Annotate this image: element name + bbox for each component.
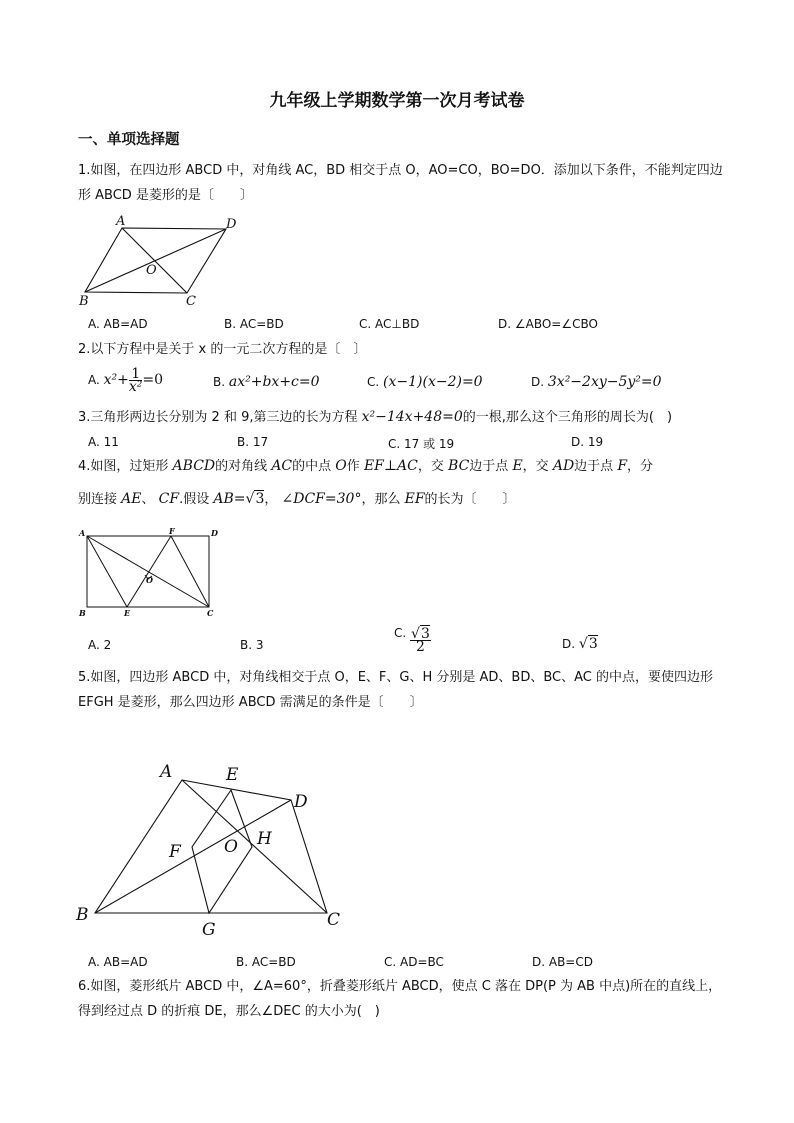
- q3-equation: x²−14x+48=0: [361, 409, 463, 425]
- q5-figure: [72, 758, 352, 940]
- q6-stem-line1: 6.如图，菱形纸片 ABCD 中，∠A=60°，折叠菱形纸片 ABCD，使点 C 落在 DP(P 为 AB 中点)所在的直线上，: [78, 979, 722, 994]
- q5-option-b[interactable]: B. AC=BD: [236, 955, 296, 969]
- q4-text-2: 的对角线: [215, 459, 268, 474]
- q4-text-1: 4.如图，过矩形: [78, 459, 169, 474]
- q4-math-abcd: ABCD: [172, 458, 216, 474]
- q2-option-b-formula: ax²+bx+c=0: [228, 374, 320, 390]
- q1-label-b: B: [79, 294, 89, 308]
- q2-option-a-numerator: 1: [129, 368, 143, 381]
- q5-label-f: F: [169, 842, 181, 862]
- q4-math-ae: AE: [121, 491, 142, 507]
- q4-label-d: D: [211, 528, 218, 538]
- q4-option-c[interactable]: [394, 626, 431, 653]
- q4-option-a[interactable]: A. 2: [88, 638, 112, 652]
- q4-text-12: .假设: [179, 492, 210, 507]
- q4-option-d-sqrt3: 3: [588, 636, 598, 652]
- q4-option-c-fraction: [410, 628, 431, 653]
- q2-option-b[interactable]: [213, 374, 320, 390]
- q5-stem-line1: 5.如图，四边形 ABCD 中，对角线相交于点 O，E、F、G、H 分别是 AD、BD、BC、AC 的中点，要使四边形: [78, 670, 713, 685]
- q4-label-b: B: [79, 608, 86, 618]
- q1-option-a[interactable]: A. AB=AD: [88, 317, 148, 331]
- q2-option-b-letter: B.: [213, 375, 226, 389]
- q2-option-a-denominator: x²: [128, 379, 143, 395]
- q2-option-c-formula: (x−1)(x−2)=0: [383, 374, 483, 390]
- q5-label-h: H: [257, 829, 272, 849]
- q2-option-a[interactable]: [88, 368, 163, 393]
- q4-stem-line1: [78, 453, 653, 480]
- q4-option-d[interactable]: [562, 636, 598, 652]
- q2-option-c[interactable]: [367, 374, 483, 390]
- q1-stem-line1: 1.如图，在四边形 ABCD 中，对角线 AC，BD 相交于点 O，AO=CO，BO=DO．添加以下条件，不能判定四边: [78, 163, 723, 178]
- q2-option-c-letter: C.: [367, 375, 380, 389]
- q5-label-d: D: [294, 792, 308, 812]
- q4-math-e: E: [512, 458, 523, 474]
- q4-text-10: 别连接: [78, 492, 118, 507]
- q4-text-7: ，交: [522, 459, 549, 474]
- q4-text-3: 的中点: [292, 459, 332, 474]
- q4-math-sqrt3: 3: [255, 491, 265, 507]
- q4-label-f: F: [169, 526, 175, 536]
- q4-text-4: 作: [346, 459, 360, 474]
- q4-figure: [74, 526, 224, 620]
- q1-label-a: A: [116, 214, 126, 229]
- q4-text-8: 边于点: [574, 459, 614, 474]
- q4-option-d-letter: D.: [562, 637, 576, 651]
- q4-math-bc: BC: [448, 458, 470, 474]
- q1-figure: [76, 212, 246, 308]
- q3-option-c[interactable]: C. 17 或 19: [388, 437, 455, 451]
- q5-option-d[interactable]: D. AB=CD: [532, 955, 593, 969]
- q3-option-a[interactable]: A. 11: [88, 435, 119, 449]
- q4-math-cf: CF: [158, 491, 180, 507]
- q3-stem: [78, 404, 672, 431]
- q5-stem-line2: EFGH 是菱形，那么四边形 ABCD 需满足的条件是〔 〕: [78, 695, 423, 710]
- q2-option-a-formula: x²+: [103, 372, 129, 388]
- q1-option-d[interactable]: D. ∠ABO=∠CBO: [498, 317, 598, 331]
- q4-math-ad: AD: [552, 458, 575, 474]
- q4-math-ac: AC: [271, 458, 293, 474]
- q4-math-f: F: [617, 458, 628, 474]
- q4-text-11: 、: [141, 492, 155, 507]
- q1-label-o: O: [146, 263, 157, 278]
- q1-label-d: D: [226, 217, 237, 232]
- q3-option-d[interactable]: D. 19: [571, 435, 604, 449]
- q2-stem: 2.以下方程中是关于 x 的一元二次方程的是〔 〕: [78, 342, 367, 357]
- q2-option-a-letter: A.: [88, 373, 100, 387]
- q4-text-13: ，: [264, 492, 278, 507]
- q5-label-e: E: [226, 765, 239, 785]
- q4-label-c: C: [207, 608, 214, 618]
- q4-math-ef: EF: [404, 491, 425, 507]
- q4-text-15: 的长为〔 〕: [424, 492, 516, 507]
- q3-stem-pre: 3.三角形两边长分别为 2 和 9,第三边的长为方程: [78, 410, 358, 425]
- q5-option-a[interactable]: A. AB=AD: [88, 955, 148, 969]
- q4-label-a: A: [79, 528, 86, 538]
- q4-math-ef-perp-ac: EF⊥AC: [363, 458, 418, 474]
- q4-math-o: O: [335, 458, 347, 474]
- q4-label-o: O: [146, 575, 153, 585]
- q5-label-a: A: [160, 762, 173, 782]
- q1-option-c[interactable]: C. AC⊥BD: [359, 317, 420, 331]
- q6-stem-line2: 得到经过点 D 的折痕 DE，那么∠DEC 的大小为( ): [78, 1004, 380, 1019]
- q5-label-c: C: [327, 910, 341, 930]
- q4-option-d-sqrt-sign: √: [578, 636, 588, 652]
- q2-option-a-tail: =0: [142, 372, 164, 388]
- q1-label-c: C: [186, 294, 196, 308]
- q4-option-c-sqrt-sign: √: [411, 626, 420, 642]
- q5-option-c[interactable]: C. AD=BC: [384, 955, 444, 969]
- q1-option-b[interactable]: B. AC=BD: [224, 317, 284, 331]
- q4-label-e: E: [124, 608, 131, 618]
- q4-option-c-sqrt3: 3: [420, 626, 430, 642]
- q4-math-angle-dcf: ∠DCF=30°: [281, 491, 362, 507]
- q5-label-o: O: [224, 837, 238, 857]
- q4-text-9: ，分: [627, 459, 654, 474]
- q4-text-6: 边于点: [469, 459, 509, 474]
- q4-option-c-denominator: 2: [415, 639, 425, 655]
- q2-option-d-formula: 3x²−2xy−5y²=0: [547, 374, 662, 390]
- q4-sqrt-sign: √: [245, 491, 255, 507]
- q2-option-d[interactable]: [531, 374, 662, 390]
- q4-math-ab-eq: AB=: [213, 491, 246, 507]
- section-heading: 一、单项选择题: [78, 132, 180, 148]
- q4-option-b[interactable]: B. 3: [240, 638, 264, 652]
- q5-label-g: G: [202, 920, 216, 940]
- q4-text-14: ，那么: [361, 492, 401, 507]
- q1-stem-line2: 形 ABCD 是菱形的是〔 〕: [78, 188, 253, 203]
- q3-option-b[interactable]: B. 17: [237, 435, 269, 449]
- q3-stem-post: 的一根,那么这个三角形的周长为( ): [462, 410, 673, 425]
- q4-option-c-letter: C.: [394, 626, 407, 640]
- q5-label-b: B: [76, 905, 89, 925]
- page-title: 九年级上学期数学第一次月考试卷: [269, 91, 525, 111]
- q2-option-a-fraction: [129, 368, 143, 393]
- q2-option-d-letter: D.: [531, 375, 545, 389]
- q4-stem-line2: [78, 486, 516, 513]
- q4-text-5: ，交: [417, 459, 444, 474]
